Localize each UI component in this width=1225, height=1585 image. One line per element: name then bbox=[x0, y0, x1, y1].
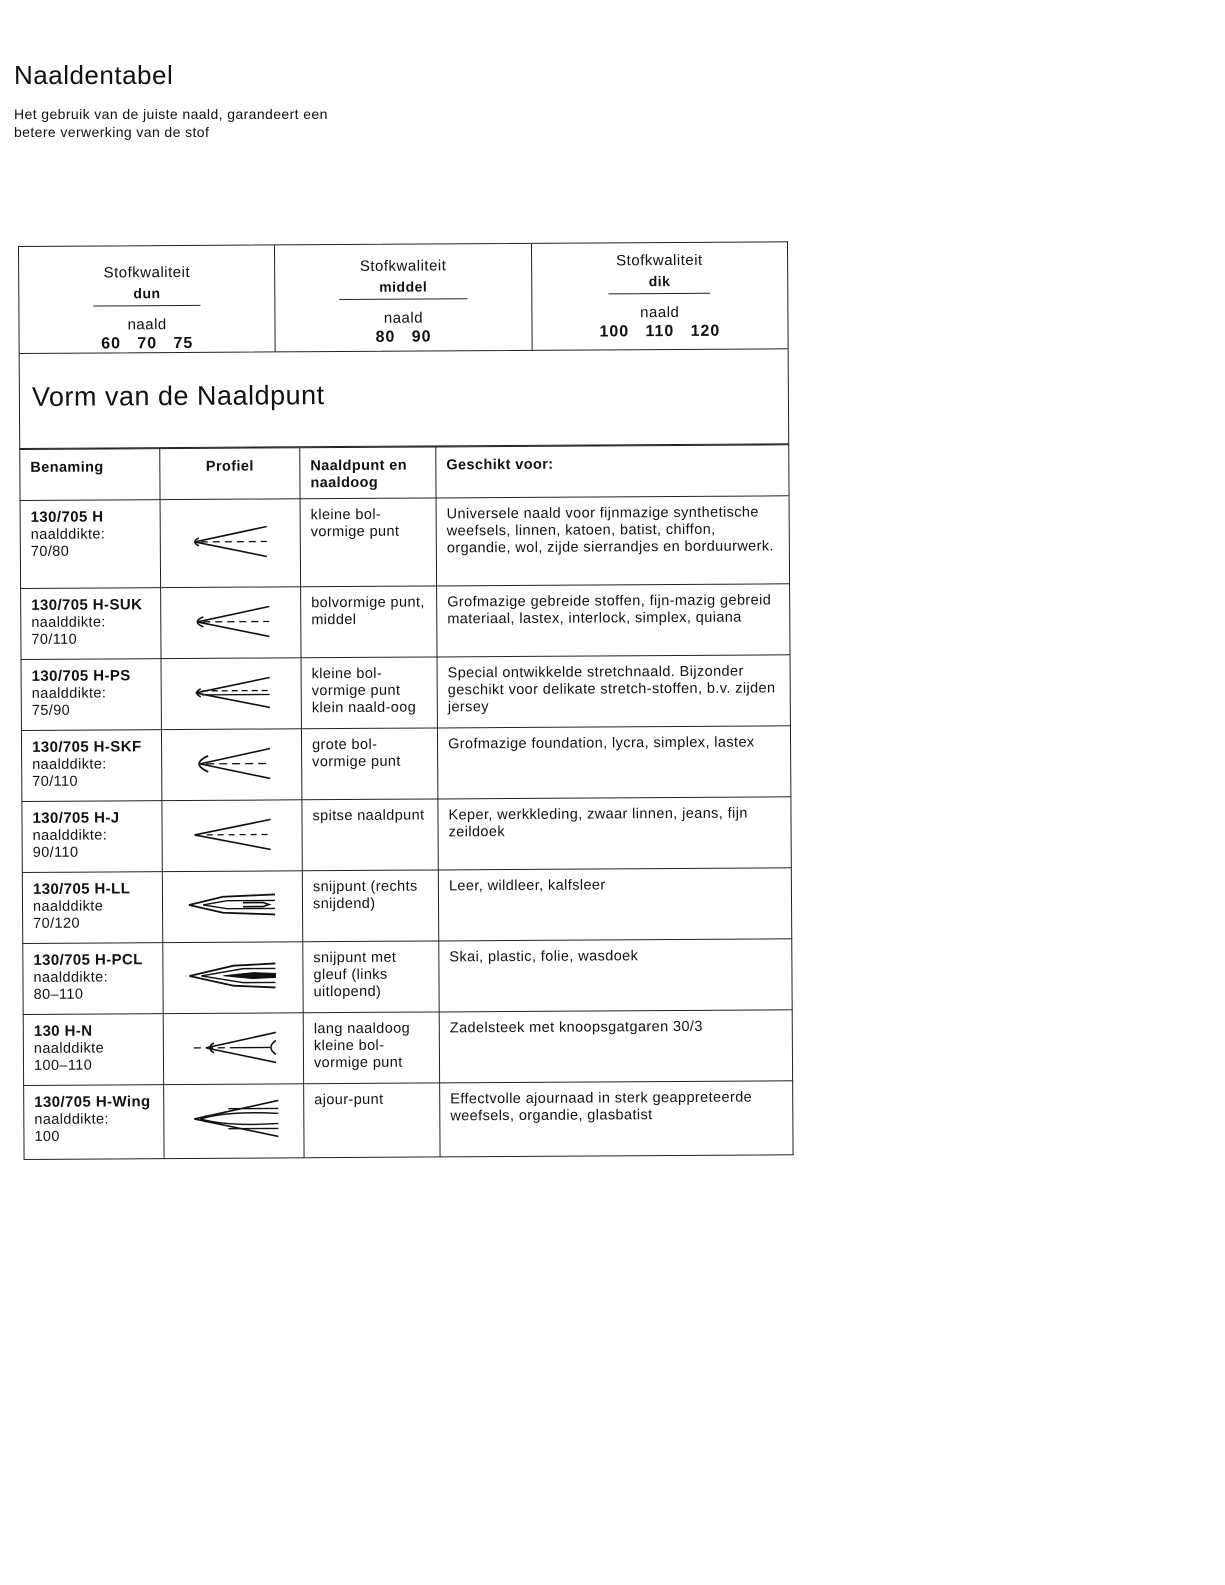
point-cell: bolvormige punt, middel bbox=[301, 586, 437, 658]
use-cell: Leer, wildleer, kalfsleer bbox=[438, 868, 791, 941]
large-ball-point-needle-icon bbox=[182, 742, 282, 783]
section-header bbox=[19, 349, 790, 449]
thickness-label: naalddikte: bbox=[31, 614, 106, 631]
needle-label: naald bbox=[640, 303, 680, 322]
table-row bbox=[24, 1081, 793, 1160]
column-header-naaldpunt: Naaldpunt en naaldoog bbox=[300, 447, 436, 499]
thickness-value: 100–110 bbox=[33, 1057, 93, 1074]
point-cell: snijpunt (rechts snijdend) bbox=[302, 870, 438, 942]
wing-needle-icon bbox=[184, 1096, 284, 1141]
profile-cell bbox=[160, 499, 301, 588]
needle-code: 130/705 H-SUK bbox=[31, 596, 143, 614]
table-row bbox=[21, 655, 790, 731]
intro-line-2: betere verwerking van de stof bbox=[14, 124, 210, 140]
profile-cell bbox=[161, 729, 301, 801]
quality-medium bbox=[275, 244, 532, 352]
profile-cell bbox=[162, 871, 302, 943]
medium-ball-point-needle-icon bbox=[181, 600, 281, 641]
cutting-point-needle-icon bbox=[182, 884, 282, 925]
use-cell: Special ontwikkelde stretchnaald. Bijzonder geschikt voor delikate stretch-stoffen, b.v. zijden jersey bbox=[437, 655, 790, 728]
needle-code: 130/705 H bbox=[30, 508, 104, 526]
profile-cell bbox=[162, 800, 302, 872]
long-eye-needle-icon bbox=[183, 1026, 283, 1067]
column-header-profiel: Profiel bbox=[160, 448, 300, 500]
thickness-value: 70/110 bbox=[31, 631, 78, 648]
thickness-value: 70/120 bbox=[33, 915, 80, 932]
thickness-label: naalddikte bbox=[32, 898, 104, 915]
thickness-label: naalddikte: bbox=[34, 1111, 109, 1128]
point-cell: snijpunt met gleuf (links uitlopend) bbox=[303, 941, 439, 1013]
profile-cell bbox=[161, 658, 301, 730]
needle-point-table bbox=[19, 444, 793, 1160]
section-title: Vorm van de Naaldpunt bbox=[31, 380, 325, 412]
needle-name-cell bbox=[24, 1085, 164, 1160]
needle-sizes: 60 70 75 bbox=[101, 334, 194, 353]
use-cell: Skai, plastic, folie, wasdoek bbox=[439, 939, 792, 1012]
profile-cell bbox=[164, 1084, 304, 1159]
table-row bbox=[23, 1010, 792, 1086]
point-cell: kleine bol-vormige punt klein naald-oog bbox=[301, 657, 437, 729]
thickness-value: 100 bbox=[34, 1128, 60, 1145]
use-cell: Zadelsteek met knoopsgatgaren 30/3 bbox=[439, 1010, 792, 1083]
use-cell: Keper, werkkleding, zwaar linnen, jeans, fijn zeildoek bbox=[438, 797, 791, 870]
ball-point-needle-icon bbox=[180, 520, 280, 561]
use-cell: Effectvolle ajournaad in sterk geappreteerde weefsels, organdie, glasbatist bbox=[440, 1081, 793, 1157]
needle-name-cell bbox=[23, 943, 163, 1015]
needle-table-sheet bbox=[18, 241, 794, 1160]
point-cell: grote bol-vormige punt bbox=[301, 728, 437, 800]
quality-grade: dun bbox=[93, 285, 200, 307]
quality-thick bbox=[532, 242, 788, 350]
needle-name-cell bbox=[22, 872, 162, 944]
table-row bbox=[20, 496, 790, 589]
table-row bbox=[22, 868, 791, 944]
quality-thin bbox=[19, 245, 276, 353]
needle-label: naald bbox=[127, 316, 167, 334]
needle-name-cell bbox=[22, 801, 162, 873]
thickness-value: 75/90 bbox=[31, 702, 71, 719]
thickness-label: naalddikte: bbox=[32, 756, 107, 773]
use-cell: Grofmazige foundation, lycra, simplex, lastex bbox=[437, 726, 790, 799]
page-title: Naaldentabel bbox=[14, 60, 174, 90]
grooved-cutting-point-needle-icon bbox=[183, 955, 283, 996]
table-row bbox=[23, 939, 792, 1015]
needle-name-cell bbox=[21, 659, 161, 731]
table-header-row bbox=[20, 445, 789, 501]
needle-sizes: 80 90 bbox=[375, 328, 432, 346]
needle-code: 130/705 H-LL bbox=[32, 880, 131, 898]
use-cell: Universele naald voor fijnmazige synthetische weefsels, linnen, katoen, batist, chiffon, organdie, wol, zijde sierrandjes en borduurwerk. bbox=[436, 496, 790, 586]
use-cell: Grofmazige gebreide stoffen, fijn-mazig gebreid materiaal, lastex, interlock, simplex, quiana bbox=[437, 584, 790, 657]
thickness-label: naalddikte: bbox=[32, 827, 108, 844]
intro-line-1: Het gebruik van de juiste naald, garandeert een bbox=[14, 106, 328, 122]
thickness-label: naalddikte bbox=[33, 1040, 105, 1057]
table-row bbox=[21, 726, 790, 802]
needle-code: 130/705 H-SKF bbox=[32, 738, 142, 756]
column-header-benaming: Benaming bbox=[20, 449, 160, 501]
point-cell: lang naaldoog kleine bol-vormige punt bbox=[303, 1012, 439, 1084]
column-header-geschikt: Geschikt voor: bbox=[436, 445, 789, 498]
thickness-label: naalddikte: bbox=[33, 969, 109, 986]
table-row bbox=[21, 584, 790, 660]
needle-code: 130 H-N bbox=[33, 1022, 93, 1040]
thickness-value: 90/110 bbox=[32, 844, 79, 861]
fabric-quality-header bbox=[18, 241, 789, 354]
needle-label: naald bbox=[383, 309, 424, 327]
table-row bbox=[22, 797, 791, 873]
needle-name-cell bbox=[21, 588, 161, 660]
thickness-label: naalddikte: bbox=[31, 685, 107, 702]
point-cell: kleine bol-vormige punt bbox=[300, 498, 437, 587]
quality-label: Stofkwaliteit bbox=[103, 263, 191, 282]
profile-cell bbox=[163, 1013, 303, 1085]
profile-cell bbox=[163, 942, 303, 1014]
quality-label: Stofkwaliteit bbox=[359, 257, 447, 275]
quality-grade: middel bbox=[339, 278, 467, 300]
quality-label: Stofkwaliteit bbox=[616, 251, 703, 270]
needle-code: 130/705 H-PS bbox=[31, 667, 131, 685]
thickness-value: 70/110 bbox=[32, 773, 79, 790]
needle-code: 130/705 H-Wing bbox=[34, 1093, 151, 1111]
quality-grade: dik bbox=[609, 273, 711, 295]
thickness-value: 70/80 bbox=[30, 543, 70, 560]
sharp-point-needle-icon bbox=[182, 813, 282, 854]
needle-code: 130/705 H-PCL bbox=[33, 951, 143, 969]
needle-name-cell bbox=[23, 1014, 163, 1086]
thickness-label: naalddikte: bbox=[30, 526, 106, 543]
needle-name-cell bbox=[20, 500, 161, 589]
thickness-value: 80–110 bbox=[33, 986, 84, 1003]
profile-cell bbox=[161, 587, 301, 659]
point-cell: ajour-punt bbox=[304, 1083, 440, 1158]
needle-name-cell bbox=[21, 730, 161, 802]
point-cell: spitse naaldpunt bbox=[302, 799, 438, 871]
needle-sizes: 100 110 120 bbox=[599, 322, 721, 341]
needle-code: 130/705 H-J bbox=[32, 809, 120, 827]
stretch-needle-icon bbox=[181, 671, 281, 712]
intro-text bbox=[14, 105, 434, 141]
